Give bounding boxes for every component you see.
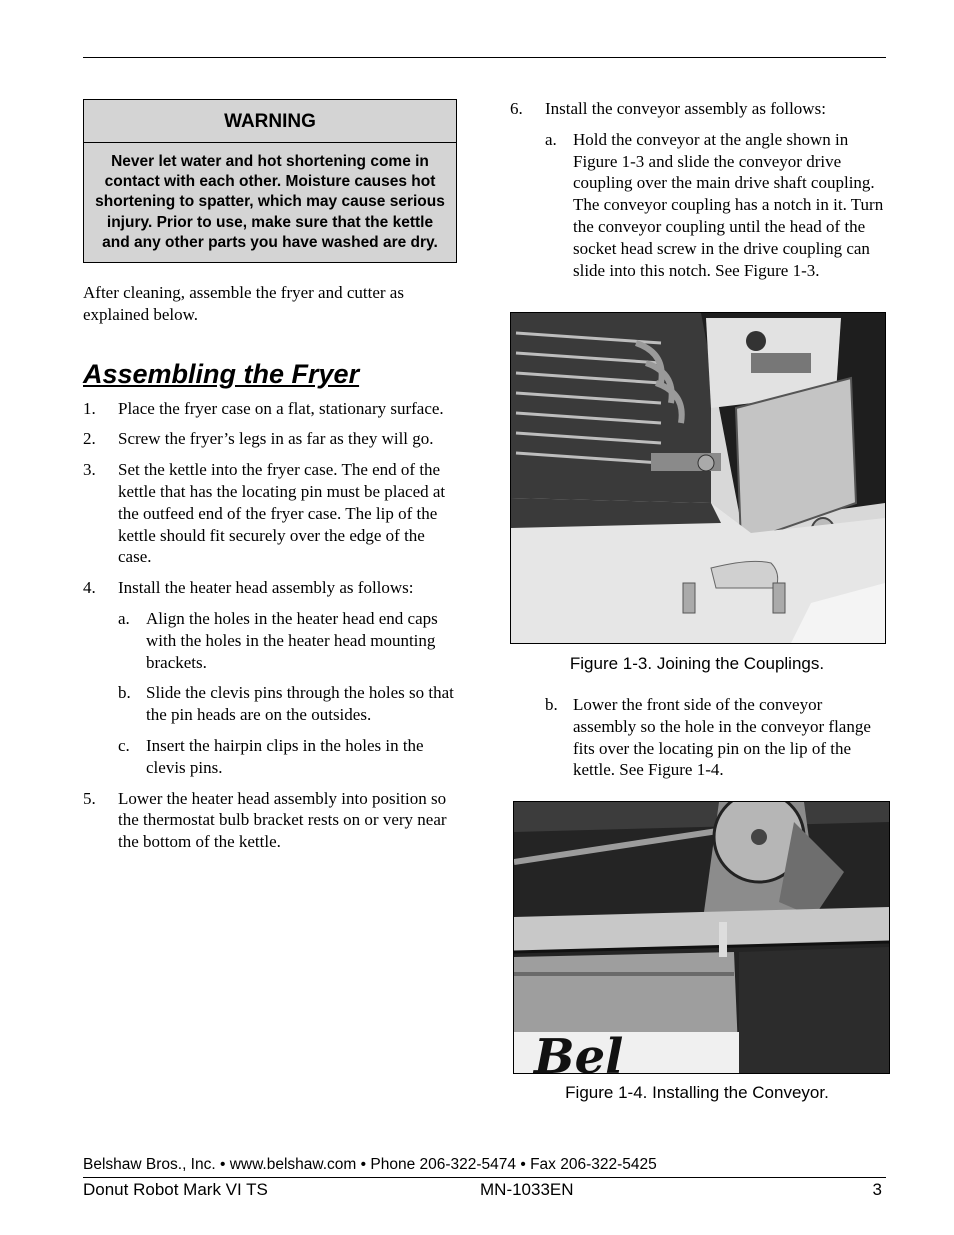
step-3 — [83, 459, 458, 568]
warning-title: WARNING — [84, 100, 456, 143]
substep-letter: b. — [118, 683, 131, 703]
figure-1-3-caption: Figure 1-3. Joining the Couplings. — [569, 654, 825, 673]
substep-letter: a. — [118, 608, 130, 628]
footer-rule — [83, 1177, 886, 1178]
step-5 — [83, 788, 458, 853]
step-4 — [83, 577, 458, 778]
left-column — [83, 99, 458, 862]
warning-text: Never let water and hot shortening come in contact with each other. Moisture causes hot shortening to spatter, which may cause serious injury. Prior to use, make sure that the kettle and any other parts you have washed are dry. — [95, 153, 445, 251]
substep-6b — [545, 694, 885, 781]
substep-4b — [118, 682, 458, 726]
substep-letter: b. — [545, 695, 558, 714]
substep-text: Lower the front side of the conveyor assembly so the hole in the conveyor flange fits over the locating pin on the lip of the kettle. See Figure 1-4. — [573, 695, 871, 780]
figure-1-3-photo — [510, 312, 886, 644]
footer-contact: Belshaw Bros., Inc. • www.belshaw.com • Phone 206-322-5474 • Fax 206-322-5425 — [83, 1156, 657, 1173]
substep-letter: c. — [118, 735, 130, 755]
section-heading: Assembling the Fryer — [83, 358, 360, 389]
page-number: 3 — [872, 1180, 882, 1199]
footer-doc-number: MN-1033EN — [480, 1180, 574, 1199]
step-number: 1. — [83, 398, 96, 418]
step-6 — [510, 98, 890, 281]
substep-text: Slide the clevis pins through the holes so that the pin heads are on the outsides. — [146, 683, 454, 725]
step-text: Place the fryer case on a flat, stationary surface. — [118, 398, 444, 418]
substep-text: Align the holes in the heater head end caps with the holes in the heater head mounting brackets. — [146, 608, 438, 672]
conveyor-photo-illustration — [514, 802, 889, 1073]
substep-6a — [545, 129, 890, 282]
right-column — [510, 99, 890, 281]
step-number: 2. — [83, 429, 96, 449]
substep-text: Hold the conveyor at the angle shown in Figure 1-3 and slide the conveyor drive coupling over the main drive shaft coupling. The conveyor coupling has a notch in it. Turn the conveyor coupling until the head of the socket head screw in the drive coupling can slide into this notch. See Figure 1-3. — [573, 129, 884, 280]
intro-paragraph: After cleaning, assemble the fryer and cutter as explained below. — [83, 283, 404, 324]
substeps-list — [118, 608, 458, 779]
substeps-list — [545, 129, 890, 282]
steps-list — [83, 398, 458, 853]
step-number: 6. — [510, 99, 523, 118]
figure-1-4-caption: Figure 1-4. Installing the Conveyor. — [565, 1083, 829, 1102]
substep-4c — [118, 735, 458, 779]
step-text: Set the kettle into the fryer case. The end of the kettle that has the locating pin must be placed at the outfeed end of the fryer case. The lip of the kettle should fit securely over the edge of the case. — [118, 460, 446, 567]
step-number: 4. — [83, 578, 96, 598]
step-text: Screw the fryer’s legs in as far as they will go. — [118, 429, 434, 449]
substep-letter: a. — [545, 129, 557, 149]
step-text: Install the heater head assembly as follows: — [118, 578, 414, 598]
step-text: Install the conveyor assembly as follows: — [545, 99, 826, 118]
couplings-photo-illustration — [511, 313, 885, 643]
figure-1-4-photo — [513, 801, 890, 1074]
warning-box — [83, 99, 457, 263]
step-number: 3. — [83, 460, 96, 480]
step-text: Lower the heater head assembly into position so the thermostat bulb bracket rests on or very near the bottom of the kettle. — [118, 788, 447, 852]
substep-4a — [118, 608, 458, 673]
footer-product-name: Donut Robot Mark VI TS — [83, 1180, 268, 1199]
photo-sign-text: Bel — [534, 1029, 624, 1073]
step-number: 5. — [83, 788, 96, 808]
substep-text: Insert the hairpin clips in the holes in the clevis pins. — [146, 735, 424, 777]
footer — [83, 1180, 886, 1202]
step-1 — [83, 398, 458, 420]
header-rule — [83, 57, 886, 58]
step-2 — [83, 428, 458, 450]
